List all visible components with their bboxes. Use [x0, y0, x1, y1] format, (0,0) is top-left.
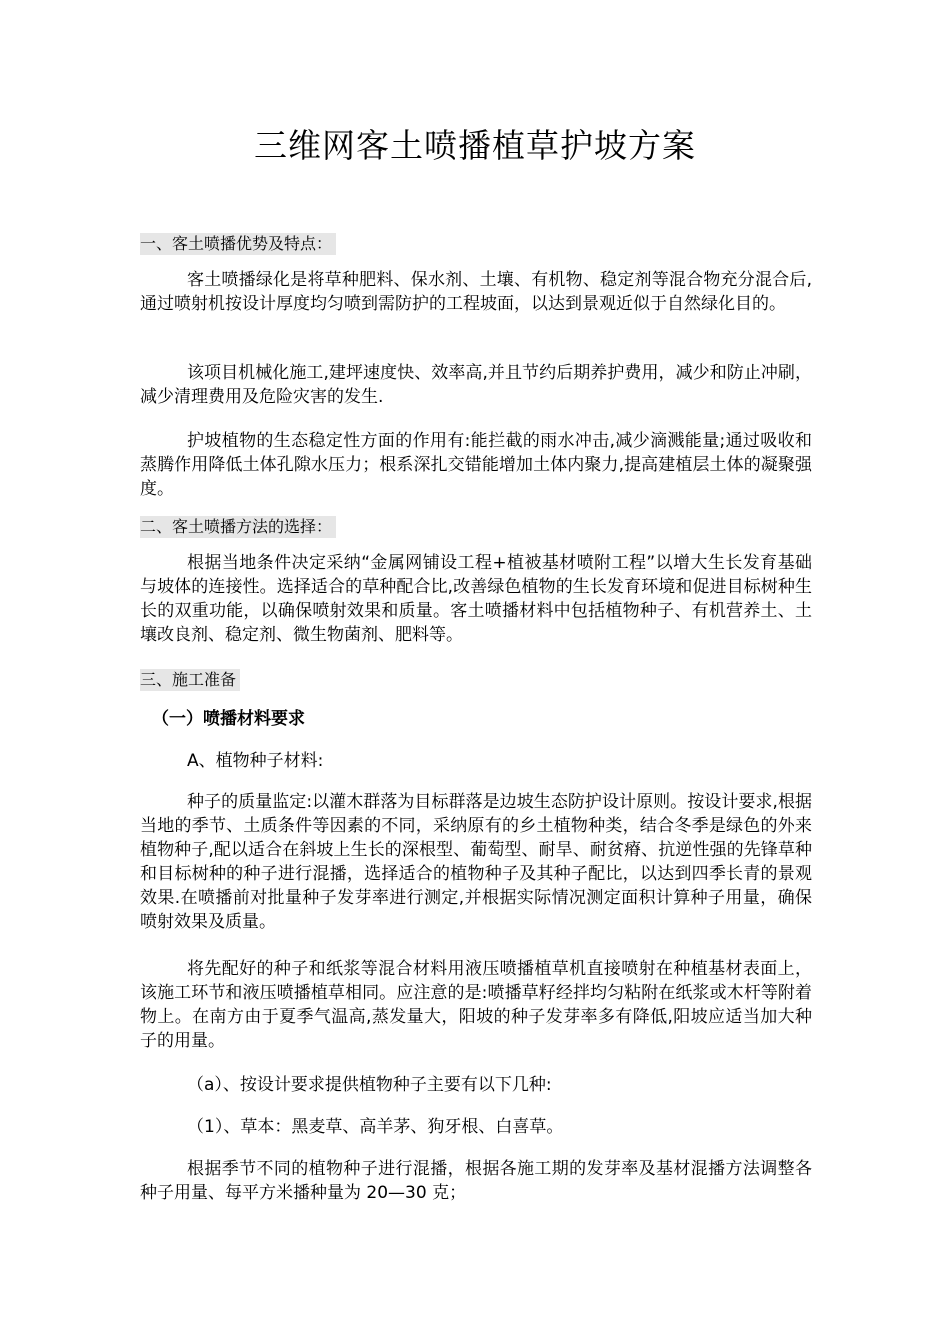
paragraph-seed-quality: 种子的质量监定:以灌木群落为目标群落是边坡生态防护设计原则。按设计要求,根据当地的季节、土质条件等因素的不同，采纳原有的乡土植物种类，结合冬季是绿色的外来植物种子,配以适合在斜坡上生长的深根型、葡萄型、耐旱、耐贫瘠、抗逆性强的先锋草种和目标树种的种子进行混播，选择适合的植物种子及其种子配比，以达到四季长青的景观效果.在喷播前对批量种子发芽率进行测定,并根据实际情况测定面积计算种子用量，确保喷射效果及质量。: [140, 792, 812, 932]
subheading-seeds: A、植物种子材料:: [187, 751, 324, 771]
list-item-1: （1）、草本：黑麦草、高羊茅、狗牙根、白喜草。: [187, 1117, 564, 1137]
section-heading-2: 二、客土喷播方法的选择：: [140, 516, 336, 538]
subheading-materials: （一）喷播材料要求: [152, 709, 305, 729]
paragraph-spraying: 将先配好的种子和纸浆等混合材料用液压喷播植草机直接喷射在种植基材表面上，该施工环节和液压喷播植草相同。应注意的是:喷播草籽经拌均匀粘附在纸浆或木杆等附着物上。在南方由于夏季气温高,蒸发量大，阳坡的种子发芽率多有降低,阳坡应适当加大种子的用量。: [140, 959, 812, 1051]
paragraph-advantages: 客土喷播绿化是将草种肥料、保水剂、土壤、有机物、稳定剂等混合物充分混合后,通过喷射机按设计厚度均匀喷到需防护的工程坡面，以达到景观近似于自然绿化目的。: [140, 270, 812, 314]
section-heading-1: 一、客土喷播优势及特点：: [140, 233, 336, 255]
section-heading-3: 三、施工准备: [140, 669, 240, 691]
list-item-a: （a）、按设计要求提供植物种子主要有以下几种:: [187, 1075, 552, 1095]
paragraph-method: 根据当地条件决定采纳“金属网铺设工程+植被基材喷附工程”以增大生长发育基础与坡体的连接性。选择适合的草种配合比,改善绿色植物的生长发育环境和促进目标树种生长的双重功能，以确保喷射效果和质量。客土喷播材料中包括植物种子、有机营养土、土壤改良剂、稳定剂、微生物菌剂、肥料等。: [140, 553, 812, 645]
paragraph-mixing: 根据季节不同的植物种子进行混播，根据各施工期的发芽率及基材混播方法调整各种子用量、每平方米播种量为 20—30 克；: [140, 1159, 812, 1203]
paragraph-mechanized: 该项目机械化施工,建坪速度快、效率高,并且节约后期养护费用，减少和防止冲刷，减少清理费用及危险灾害的发生.: [140, 363, 812, 407]
document-title: 三维网客土喷播植草护坡方案: [254, 126, 696, 165]
paragraph-stability: 护坡植物的生态稳定性方面的作用有:能拦截的雨水冲击,减少滴溅能量;通过吸收和蒸腾作用降低土体孔隙水压力；根系深扎交错能增加土体内聚力,提高建植层土体的凝聚强度。: [140, 431, 812, 499]
